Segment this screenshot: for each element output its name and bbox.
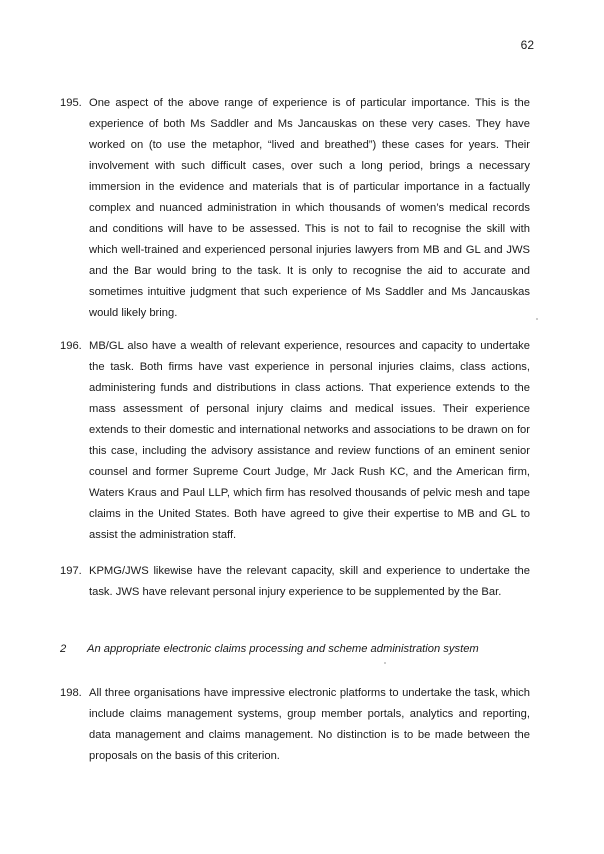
paragraph-198	[60, 683, 530, 767]
paragraph-text: All three organisations have impressive electronic platforms to undertake the task, which include claims management systems, group member portals, analytics and reporting, data management and claims management. No distinction is to be made between the proposals on the basis of this criterion.	[89, 687, 530, 762]
paragraph-197	[60, 561, 530, 603]
page-number: 62	[520, 38, 534, 52]
paragraph-text: KPMG/JWS likewise have the relevant capacity, skill and experience to undertake the task. JWS have relevant personal injury experience to be supplemented by the Bar.	[89, 565, 530, 598]
paragraph-text: One aspect of the above range of experience is of particular importance. This is the experience of both Ms Saddler and Ms Jancauskas on these very cases. They have worked on (to use the metaphor, “lived and breathed”) these cases for years. Their involvement with such difficult cases, over such a long period, brings a necessary immersion in the evidence and materials that is of particular importance in a factually complex and nuanced administration in which thousands of women’s medical records and conditions will have to be assessed. This is not to fail to recognise the skill with which well-trained and experienced personal injuries lawyers from MB and GL and JWS and the Bar would bring to the task. It is only to recognise the aid to accurate and sometimes intuitive judgment that such experience of Ms Saddler and Ms Jancauskas would likely bring.	[89, 97, 530, 319]
paragraph-number: 196.	[60, 340, 82, 352]
section-heading-text: An appropriate electronic claims processing and scheme administration system	[87, 643, 479, 655]
paragraph-195	[60, 93, 530, 324]
paragraph-number: 195.	[60, 97, 82, 109]
scan-speck	[384, 662, 386, 664]
paragraph-number: 198.	[60, 687, 82, 699]
section-heading-number: 2	[60, 643, 67, 655]
paragraph-number: 197.	[60, 565, 82, 577]
section-heading	[60, 640, 530, 658]
paragraph-196	[60, 336, 530, 546]
paragraph-text: MB/GL also have a wealth of relevant experience, resources and capacity to undertake the task. Both firms have vast experience in personal injuries claims, class actions, administering funds and distributions in class actions. That experience extends to the mass assessment of personal injury claims and medical issues. Their experience extends to their domestic and international networks and associations to be drawn on for this case, including the advisory assistance and review functions of an eminent senior counsel and former Supreme Court Judge, Mr Jack Rush KC, and the American firm, Waters Kraus and Paul LLP, which firm has resolved thousands of pelvic mesh and tape claims in the United States. Both have agreed to give their expertise to MB and GL to assist the administration staff.	[89, 340, 530, 541]
scan-speck	[536, 318, 538, 320]
